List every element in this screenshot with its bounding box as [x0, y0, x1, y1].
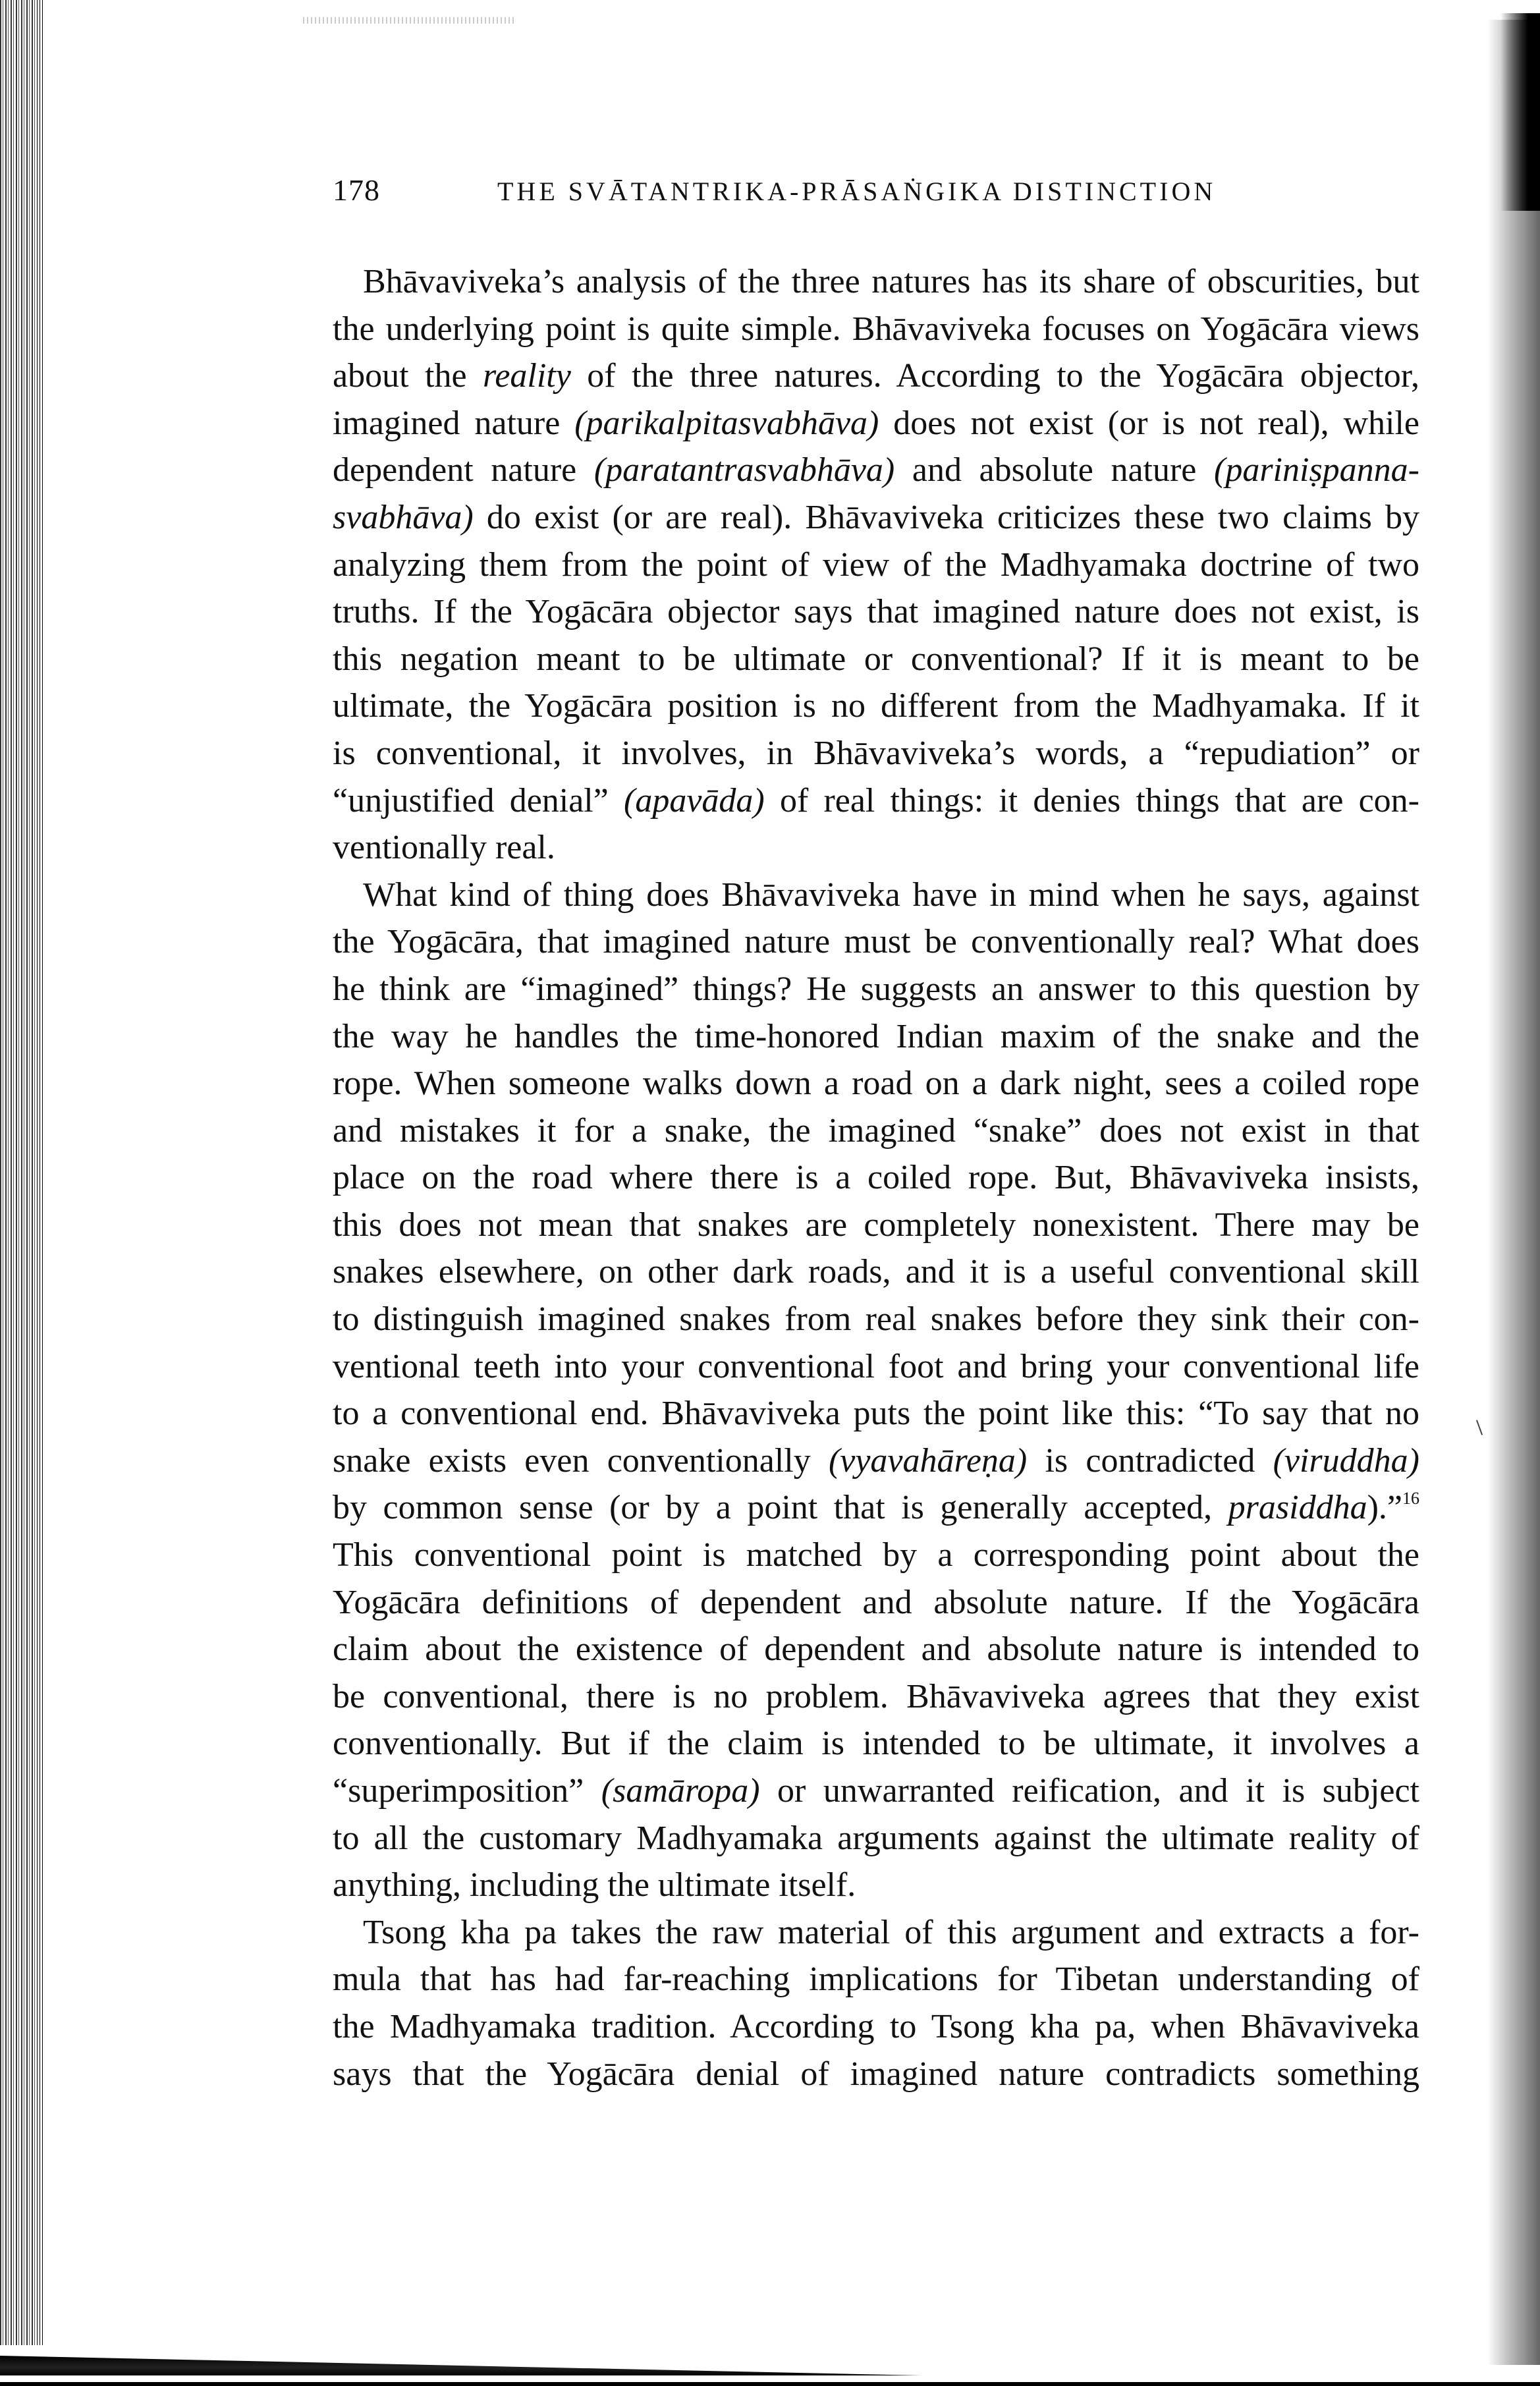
- text-line: place on the road where there is a coiled rope. But, Bhāvaviveka insists,: [333, 1159, 1419, 1197]
- sanskrit-term: (pariniṣpanna-: [1214, 451, 1419, 489]
- paragraph: [333, 1909, 1419, 2097]
- text-line: svabhāva) do exist (or are real). Bhāvaviveka criticizes these two claims by: [333, 498, 1419, 536]
- text-line: be conventional, there is no problem. Bhāvaviveka agrees that they exist: [333, 1677, 1419, 1715]
- chapter-title: THE SVĀTANTRIKA-PRĀSAṄGIKA DISTINCTION: [497, 177, 1217, 206]
- footnote-marker: 16: [1402, 1489, 1419, 1509]
- scan-artifact-top: [303, 17, 514, 24]
- running-head: [333, 173, 1419, 212]
- text-line: mula that has had far-reaching implications for Tibetan understanding of: [333, 1960, 1419, 1999]
- book-spine-shadow: [0, 0, 37, 2345]
- text-line: snakes elsewhere, on other dark roads, and it is a useful conventional skill: [333, 1253, 1419, 1291]
- text-line: anything, including the ultimate itself.: [333, 1866, 856, 1904]
- text-line: the underlying point is quite simple. Bhāvaviveka focuses on Yogācāra views: [333, 310, 1419, 348]
- text-line: claim about the existence of dependent and absolute nature is intended to: [333, 1630, 1419, 1669]
- text-line: analyzing them from the point of view of the Madhyamaka doctrine of two: [333, 545, 1419, 584]
- sanskrit-term: (samāropa): [601, 1772, 760, 1810]
- text-line: “unjustified denial” (apavāda) of real things: it denies things that are con-: [333, 781, 1419, 819]
- text-line: Yogācāra definitions of dependent and absolute nature. If the Yogācāra: [333, 1583, 1419, 1621]
- text-line: the Madhyamaka tradition. According to Tsong kha pa, when Bhāvaviveka: [333, 2007, 1419, 2045]
- text-line: this does not mean that snakes are completely nonexistent. There may be: [333, 1206, 1419, 1244]
- text-line: about the reality of the three natures. According to the Yogācāra objector,: [333, 357, 1419, 395]
- paragraph: [333, 872, 1419, 1909]
- text-line: rope. When someone walks down a road on a dark night, sees a coiled rope: [333, 1065, 1419, 1103]
- text-line: the way he handles the time-honored Indian maxim of the snake and the: [333, 1017, 1419, 1055]
- text-line: he think are “imagined” things? He suggests an answer to this question by: [333, 970, 1419, 1008]
- sanskrit-term: (apavāda): [624, 781, 765, 819]
- text-line: “superimposition” (samāropa) or unwarranted reification, and it is subject: [333, 1772, 1419, 1810]
- page-bottom-shadow: [0, 2356, 922, 2375]
- text-line: What kind of thing does Bhāvaviveka have in mind when he says, against: [363, 875, 1419, 914]
- text-line: conventionally. But if the claim is intended to be ultimate, it involves a: [333, 1725, 1419, 1763]
- sanskrit-term: (paratantrasvabhāva): [593, 451, 895, 489]
- body-text: [333, 258, 1419, 2097]
- sanskrit-term: reality: [483, 357, 571, 395]
- text-line: Tsong kha pa takes the raw material of this argument and extracts a for-: [363, 1913, 1419, 1951]
- text-line: by common sense (or by a point that is generally accepted, prasiddha).”$^{16}$: [333, 1489, 1419, 1527]
- text-line: the Yogācāra, that imagined nature must be conventionally real? What does: [333, 923, 1419, 961]
- sanskrit-term: (vyavahāreṇa): [828, 1441, 1028, 1480]
- page-edge-shadow-right: [1487, 20, 1540, 2365]
- text-line: to distinguish imagined snakes from real snakes before they sink their con-: [333, 1300, 1419, 1339]
- text-line: and mistakes it for a snake, the imagined “snake” does not exist in that: [333, 1111, 1419, 1150]
- sanskrit-term: (viruddha): [1273, 1441, 1419, 1480]
- book-gutter-lines: [37, 0, 43, 2345]
- text-line: This conventional point is matched by a corresponding point about the: [333, 1536, 1419, 1574]
- sanskrit-term: svabhāva): [333, 498, 474, 536]
- text-line: ventional teeth into your conventional foot and bring your conventional life: [333, 1347, 1419, 1385]
- text-line: dependent nature (paratantrasvabhāva) and absolute nature (pariniṣpanna-: [333, 451, 1419, 489]
- text-line: Bhāvaviveka’s analysis of the three natures has its share of obscurities, but: [363, 263, 1419, 300]
- paragraph: [333, 258, 1419, 872]
- text-line: ultimate, the Yogācāra position is no different from the Madhyamaka. If it: [333, 687, 1419, 725]
- text-line: truths. If the Yogācāra objector says that imagined nature does not exist, is: [333, 593, 1419, 631]
- text-line: says that the Yogācāra denial of imagined nature contradicts something: [333, 2055, 1419, 2093]
- text-line: to all the customary Madhyamaka arguments against the ultimate reality of: [333, 1819, 1419, 1857]
- page-number: 178: [333, 173, 380, 207]
- scan-bottom-edge: [0, 2382, 1540, 2386]
- text-line: snake exists even conventionally (vyavahāreṇa) is contradicted (viruddha): [333, 1441, 1419, 1480]
- text-line: this negation meant to be ultimate or conventional? If it is meant to be: [333, 640, 1419, 678]
- scan-artifact-mark: [1476, 1420, 1483, 1435]
- text-line: to a conventional end. Bhāvaviveka puts the point like this: “To say that no: [333, 1395, 1419, 1433]
- text-line: is conventional, it involves, in Bhāvaviveka’s words, a “repudiation” or: [333, 734, 1419, 772]
- text-line: imagined nature (parikalpitasvabhāva) does not exist (or is not real), while: [333, 404, 1419, 442]
- sanskrit-term: (parikalpitasvabhāva): [574, 404, 879, 442]
- sanskrit-term: prasiddha: [1228, 1489, 1367, 1527]
- text-line: ventionally real.: [333, 829, 555, 867]
